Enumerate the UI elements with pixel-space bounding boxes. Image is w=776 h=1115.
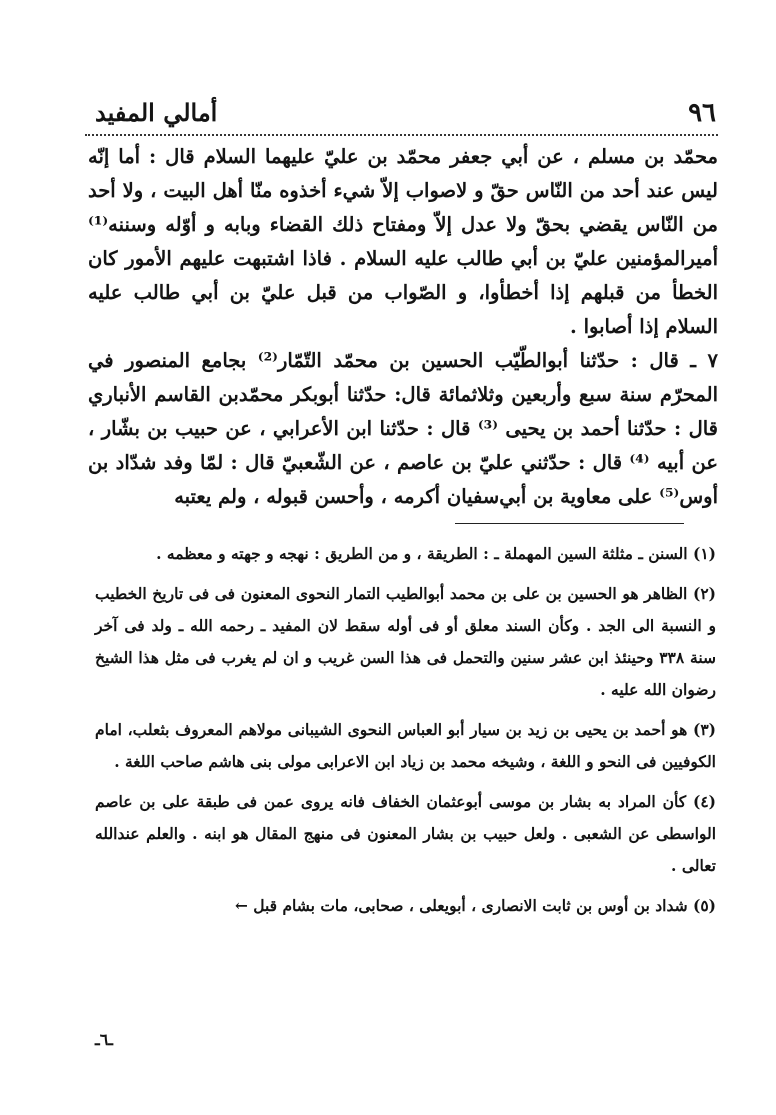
footnote-3: (٣) هو أحمد بن يحيى بن زيد بن سيار أبو العباس النحوى الشيبانى مولاهم المعروف بثعلب، امام الكوفيين فى النحو و اللغة ، وشيخه محمد بن زياد ابن الاعرابى مولى بنى هاشم صاحب اللغة . <box>95 720 716 771</box>
footnote-divider <box>455 523 684 524</box>
printer-signature-mark: ـ٦ـ <box>95 1030 113 1049</box>
text-paragraph: ٧ ـ قال : حدّثنا أبوالطّيّب الحسين بن محمّد التّمّار⁽²⁾ بجامع المنصور في المحرّم سنة سبع وأربعين وثلاثمائة قال: حدّثنا أبوبكر محمّدبن القاسم الأنباري قال : حدّثنا أحمد بن يحيى ⁽³⁾ قال : حدّثنا ابن الأعرابي ، عن حبيب بن بشّار ، عن أبيه ⁽⁴⁾ قال : حدّثني عليّ بن عاصم ، عن الشّعبيّ قال : لمّا وفد شدّاد بن أوس⁽⁵⁾ على معاوية بن أبي‌سفيان أكرمه ، وأحسن قبوله ، ولم يعتبه <box>88 349 719 508</box>
text-paragraph: محمّد بن مسلم ، عن أبي جعفر محمّد بن عليّ عليهما السلام قال : أما إنّه ليس عند أحد من النّاس حقّ و لاصواب إلاّ شيء أخذوه منّا أهل البيت ، ولا أحد من النّاس يقضي بحقّ ولا عدل إلاّ ومفتاح ذلك القضاء وبابه و أوّله وسننه⁽¹⁾ أميرالمؤمنين عليّ بن أبي طالب عليه السلام . فاذا اشتبهت عليهم الأمور كان الخطأ من قبلهم إذا أخطأوا، و الصّواب من قبل عليّ بن أبي طالب عليه السلام إذا أصابوا . <box>88 145 718 338</box>
footnote-5: (٥) شداد بن أوس بن ثابت الانصارى ، أبويعلى ، صحابى، مات بشام قبل ← <box>234 896 716 915</box>
book-title: أمالي المفيد <box>95 98 218 127</box>
footnote-1: (١) السنن ـ مثلثة السين المهملة ـ : الطريقة ، و من الطريق : نهجه و جهته و معظمه . <box>156 544 716 563</box>
footnote-2: (٢) الظاهر هو الحسين بن على بن محمد أبوالطيب التمار النحوى المعنون فى فى تاريخ الخطيب و النسبة الى الجد . وكأن السند معلق أو فى أوله سقط لان المفيد ـ رحمه الله ـ ولد فى آخر سنة ٣٣٨ وحينئذ ابن عشر سنين والتحمل فى هذا السن غريب و ان لم يغرب فى مثل هذا الشيخ رضوان الله عليه . <box>95 584 717 699</box>
page-header <box>95 96 716 132</box>
main-text <box>88 140 718 514</box>
page-number: ٩٦ <box>688 98 716 128</box>
header-divider <box>85 134 718 136</box>
footnote-4: (٤) كأن المراد به بشار بن موسى أبوعثمان الخفاف فانه يروى عمن فى طبقة على بن عاصم الواسطى عن الشعبى . ولعل حبيب بن بشار المعنون فى منهج المقال هو ابنه . والعلم عندالله تعالى . <box>95 792 716 875</box>
footnotes-section <box>95 538 716 930</box>
